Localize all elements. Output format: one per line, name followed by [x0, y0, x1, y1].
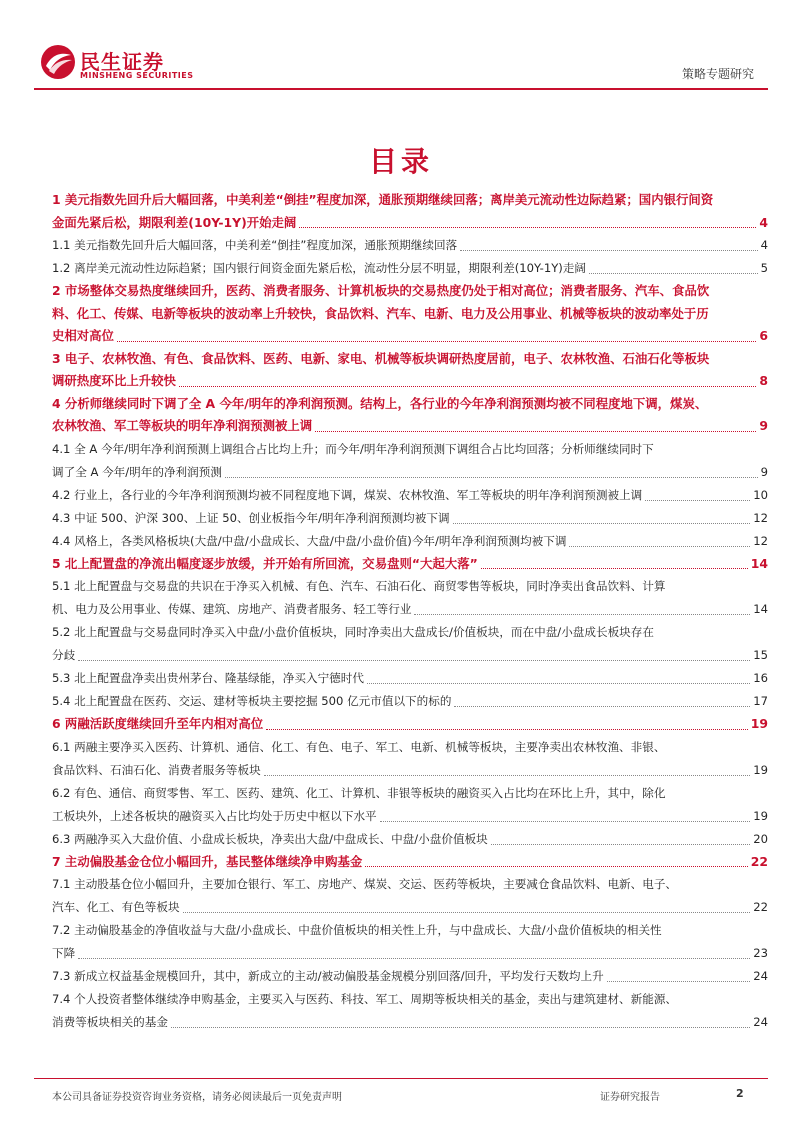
toc-leader-dots	[266, 729, 748, 730]
page-header	[0, 0, 802, 92]
toc-entry-title: 6.3 两融净买入大盘价值、小盘成长板块，净卖出大盘/中盘成长、中盘/小盘价值板块	[52, 831, 488, 846]
toc-leader-dots	[367, 683, 750, 684]
toc-entry-title: 机、电力及公用事业、传媒、建筑、房地产、消费者服务、轻工等行业	[52, 602, 412, 616]
toc-section[interactable]	[52, 851, 768, 874]
toc-section[interactable]	[52, 280, 768, 348]
toc-entry-title: 5 北上配置盘的净流出幅度逐步放缓，并开始有所回流，交易盘则“大起大落”	[52, 555, 478, 571]
toc-leader-dots	[569, 546, 750, 547]
toc-entry-title: 农林牧渔、军工等板块的明年净利润预测被上调	[52, 418, 313, 433]
toc-page-number: 15	[753, 648, 768, 662]
toc-page-number: 14	[753, 602, 768, 616]
toc-entry-title: 工板块外，上述各板块的融资买入占比均处于历史中枢以下水平	[52, 808, 377, 823]
toc-page-number: 22	[753, 900, 768, 914]
toc-entry-title: 4.2 行业上，各行业的今年净利润预测均被不同程度地下调，煤炭、农林牧渔、军工等板块的明年净利润预测被上调	[52, 487, 643, 502]
toc-subsection[interactable]	[52, 507, 768, 530]
toc-entry-title: 4.4 风格上，各类风格板块(大盘/中盘/小盘成长、大盘/中盘/小盘价值)今年/明年净利润预测均被下调	[52, 533, 567, 548]
toc-subsection[interactable]	[52, 919, 768, 965]
toc-subsection[interactable]	[52, 438, 768, 484]
toc-entry-title: 食品饮料、石油石化、消费者服务等板块	[52, 762, 261, 777]
toc-leader-dots	[481, 568, 748, 569]
header-divider	[34, 88, 768, 90]
toc-page-number: 19	[750, 716, 768, 731]
toc-section[interactable]	[52, 189, 768, 234]
toc-entry-line: 2 市场整体交易热度继续回升，医药、消费者服务、计算机板块的交易热度仍处于相对高位；消费者服务、汽车、食品饮	[52, 283, 710, 298]
toc-entry-line: 料、化工、传媒、电新等板块的波动率上升较快，食品饮料、汽车、电新、电力及公用事业、机械等板块的波动率处于历	[52, 305, 709, 321]
toc-leader-dots	[380, 821, 751, 822]
toc-leader-dots	[414, 614, 750, 615]
toc-entry-title: 金面先紧后松，期限利差(10Y-1Y)开始走阔	[52, 214, 297, 230]
toc-leader-dots	[171, 1027, 750, 1028]
toc-page-number: 19	[753, 762, 768, 777]
toc-subsection[interactable]	[52, 782, 768, 828]
toc-title: 目录	[368, 145, 433, 178]
toc-entry-title: 7.3 新成立权益基金规模回升，其中，新成立的主动/被动偏股基金规模分别回落/回升，平均发行天数均上升	[52, 969, 604, 983]
toc-subsection[interactable]	[52, 690, 768, 713]
toc-leader-dots	[78, 660, 750, 661]
toc-page-number: 4	[760, 238, 768, 252]
toc-entry-title: 汽车、化工、有色等板块	[52, 900, 180, 914]
toc-page-number: 17	[753, 694, 768, 708]
toc-entry-line: 5.1 北上配置盘与交易盘的共识在于净买入机械、有色、汽车、石油石化、商贸零售等板块，同时净卖出食品饮料、计算	[52, 579, 666, 593]
toc-leader-dots	[645, 500, 750, 501]
toc-subsection[interactable]	[52, 988, 768, 1034]
toc-entry-line: 7.4 个人投资者整体继续净申购基金，主要买入与医药、科技、军工、周期等板块相关的基金，卖出与建筑建材、新能源、	[52, 992, 678, 1006]
toc-page-number: 8	[759, 373, 768, 388]
toc-page-number: 20	[753, 831, 768, 846]
toc-subsection[interactable]	[52, 530, 768, 553]
toc-entry-line: 6.1 两融主要净买入医药、计算机、通信、化工、有色、电子、军工、电新、机械等板块，主要净卖出农林牧渔、非银、	[52, 739, 666, 754]
toc-entry-title: 调了全 A 今年/明年的净利润预测	[52, 464, 222, 479]
toc-page-number: 24	[753, 969, 768, 983]
toc-page-number: 22	[750, 853, 768, 869]
toc-leader-dots	[453, 523, 751, 524]
toc-leader-dots	[78, 958, 750, 959]
toc-page-number: 9	[759, 418, 768, 433]
toc-subsection[interactable]	[52, 828, 768, 851]
report-type: 策略专题研究	[681, 67, 754, 81]
toc-section[interactable]	[52, 393, 768, 438]
toc-entry-title: 下降	[52, 946, 76, 960]
footer-report-label: 证券研究报告	[600, 1092, 660, 1103]
toc-entry-title: 4.3 中证 500、沪深 300、上证 50、创业板指今年/明年净利润预测均被下调	[52, 510, 450, 525]
toc-entry-line: 7.1 主动股基仓位小幅回升，主要加仓银行、军工、房地产、煤炭、交运、医药等板块，主要减仓食品饮料、电新、电子、	[52, 877, 678, 891]
toc-page-number: 4	[759, 214, 768, 230]
toc-entry-line: 1 美元指数先回升后大幅回落，中美利差“倒挂”程度加深，通胀预期继续回落；离岸美元流动性边际趋紧；国内银行间资	[52, 192, 714, 207]
toc-page-number: 5	[760, 261, 768, 275]
minsheng-logo-icon	[40, 44, 76, 80]
toc-entry-title: 1.2 离岸美元流动性边际趋紧；国内银行间资金面先紧后松，流动性分层不明显，期限利差(10Y-1Y)走阔	[52, 261, 587, 275]
toc-entry-line: 6.2 有色、通信、商贸零售、军工、医药、建筑、化工、计算机、非银等板块的融资买入占比均在环比上升，其中，除化	[52, 785, 666, 800]
toc-leader-dots	[225, 477, 758, 478]
toc-page-number: 12	[753, 510, 768, 525]
brand-logo	[40, 44, 210, 84]
brand-name-cn: 民生证券	[80, 50, 164, 74]
toc-leader-dots	[491, 844, 751, 845]
toc-entry-title: 5.3 北上配置盘净卖出贵州茅台、隆基绿能，净买入宁德时代	[52, 671, 364, 685]
toc-entry-title: 1.1 美元指数先回升后大幅回落，中美利差“倒挂”程度加深，通胀预期继续回落	[52, 238, 458, 252]
toc-page-number: 24	[753, 1015, 768, 1029]
toc-leader-dots	[183, 912, 751, 913]
toc-leader-dots	[299, 227, 756, 228]
toc-page-number: 12	[753, 533, 768, 548]
toc-subsection[interactable]	[52, 965, 768, 988]
toc-entry-title: 6 两融活跃度继续回升至年内相对高位	[52, 716, 264, 731]
footer-divider	[34, 1078, 768, 1079]
toc-page-number: 14	[750, 555, 768, 571]
toc-leader-dots	[315, 431, 756, 432]
toc-leader-dots	[454, 706, 750, 707]
toc-page-number: 10	[753, 487, 768, 502]
toc-leader-dots	[460, 250, 757, 251]
toc-entry-line: 4 分析师继续同时下调了全 A 今年/明年的净利润预测。结构上，各行业的今年净利润预测均被不同程度地下调，煤炭、	[52, 395, 708, 411]
toc-entry-line: 5.2 北上配置盘与交易盘同时净买入中盘/小盘价值板块，同时净卖出大盘成长/价值板块，而在中盘/小盘成长板块存在	[52, 625, 654, 639]
toc-entry-title: 7 主动偏股基金仓位小幅回升，基民整体继续净申购基金	[52, 853, 363, 869]
toc-subsection[interactable]	[52, 484, 768, 507]
toc-entry-title: 史相对高位	[52, 328, 114, 343]
toc-leader-dots	[117, 341, 756, 342]
table-of-contents	[52, 189, 768, 1034]
toc-page-number: 23	[753, 946, 768, 960]
toc-entry-title: 调研热度环比上升较快	[52, 373, 176, 388]
toc-page-number: 16	[753, 671, 768, 685]
brand-name-en: MINSHENG SECURITIES	[80, 71, 194, 80]
toc-page-number: 9	[760, 464, 768, 479]
toc-page-number: 19	[753, 808, 768, 823]
toc-subsection[interactable]	[52, 575, 768, 621]
toc-subsection[interactable]	[52, 234, 768, 257]
toc-entry-title: 5.4 北上配置盘在医药、交运、建材等板块主要挖掘 500 亿元市值以下的标的	[52, 694, 452, 708]
toc-section[interactable]	[52, 348, 768, 393]
toc-entry-line: 4.1 全 A 今年/明年净利润预测上调组合占比均上升；而今年/明年净利润预测下调组合占比均回落；分析师继续同时下	[52, 441, 654, 456]
toc-leader-dots	[589, 273, 758, 274]
toc-leader-dots	[365, 866, 747, 867]
page-number: 2	[736, 1087, 744, 1100]
toc-entry-line: 3 电子、农林牧渔、有色、食品饮料、医药、电新、家电、机械等板块调研热度居前，电子、农林牧渔、石油石化等板块	[52, 350, 710, 366]
toc-subsection[interactable]	[52, 667, 768, 690]
toc-entry-title: 分歧	[52, 648, 76, 662]
toc-page-number: 6	[759, 328, 768, 343]
toc-leader-dots	[264, 775, 751, 776]
toc-entry-title: 消费等板块相关的基金	[52, 1015, 168, 1029]
toc-section[interactable]	[52, 713, 768, 736]
toc-leader-dots	[179, 386, 756, 387]
footer-disclaimer: 本公司具备证券投资咨询业务资格，请务必阅读最后一页免责声明	[52, 1092, 342, 1103]
toc-subsection[interactable]	[52, 736, 768, 782]
toc-subsection[interactable]	[52, 873, 768, 919]
toc-subsection[interactable]	[52, 621, 768, 667]
toc-entry-line: 7.2 主动偏股基金的净值收益与大盘/小盘成长、中盘价值板块的相关性上升，与中盘成长、大盘/小盘价值板块的相关性	[52, 923, 662, 937]
toc-subsection[interactable]	[52, 257, 768, 280]
toc-leader-dots	[607, 981, 751, 982]
toc-section[interactable]	[52, 553, 768, 576]
